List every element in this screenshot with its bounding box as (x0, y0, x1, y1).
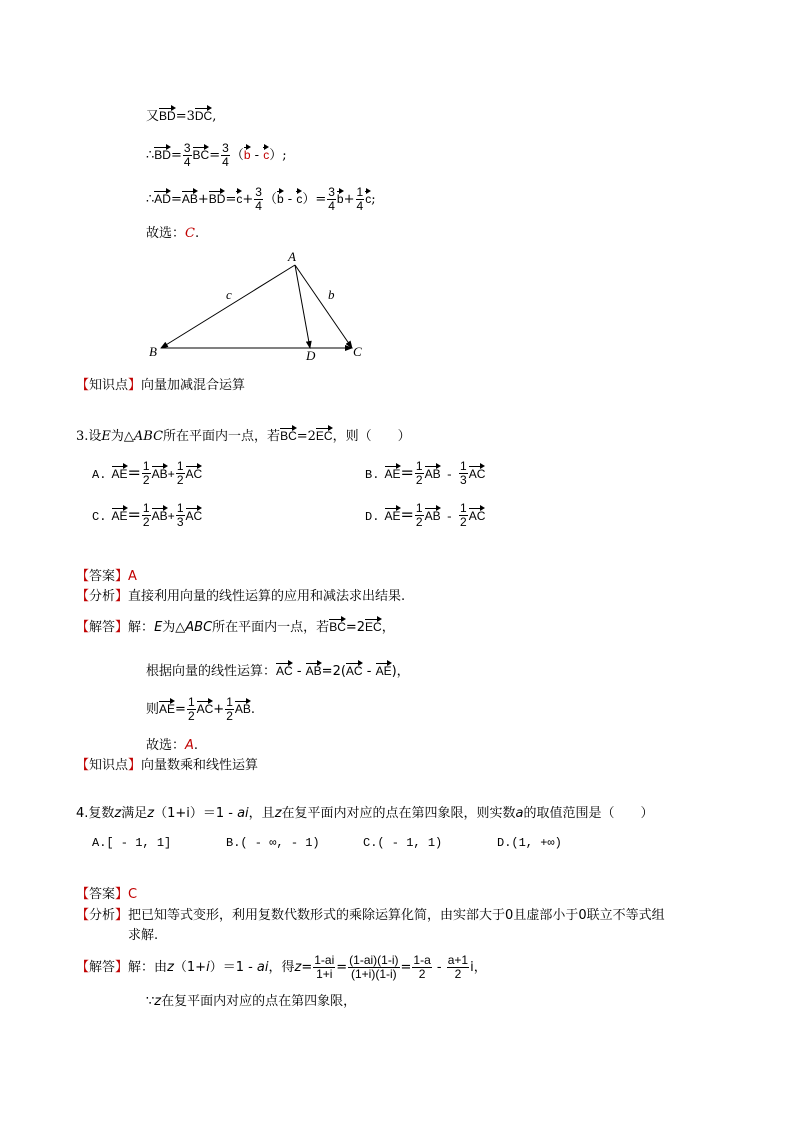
q3-option-c: C. AE= $\frac{1}{2}$ AB+ $\frac{1}{3}$ AC (92, 501, 203, 529)
edge-AC (295, 265, 352, 348)
q4-option-c: C.( - 1, 1) (363, 836, 443, 850)
label-D: D (306, 348, 316, 363)
q3-option-d: D. AE= $\frac{1}{2}$ AB - $\frac{1}{2}$ AC (365, 501, 486, 529)
q4-stem: 4.复数z满足z（1+i）＝1 - ai，且z在复平面内对应的点在第四象限，则实数a的取值范围是（ ） (76, 806, 654, 821)
q4-option-b: B.( - ∞, - 1) (226, 836, 320, 850)
q4-analysis-line-2: 求解. (128, 928, 159, 943)
q4-option-a: A.[ - 1, 1] (92, 836, 172, 850)
q3-solution-line-1: 【解答】解：E为△ABC所在平面内一点，若BC=2EC， (76, 616, 395, 635)
q4-option-d: D.(1, +∞) (497, 836, 562, 850)
label-b: b (328, 287, 335, 302)
q4-solution-line-2: ∵z在复平面内对应的点在第四象限， (146, 994, 357, 1009)
triangle-figure (140, 246, 380, 368)
knowledge-point-1: 【知识点】向量加减混合运算 (76, 378, 246, 393)
edge-AD (295, 265, 310, 348)
label-c: c (226, 287, 232, 302)
label-A: A (288, 249, 296, 264)
q4-solution-line-1: 【解答】解：由z（1+i）＝1 - ai，得z= $\frac{1-ai}{1+i}$ = $\frac{(1-ai)(1-i)}{(1+i)(1-i)}$ = $\frac{1-a}{2}$ - $\frac{a+1}{2}$ i， (76, 953, 487, 981)
q3-analysis: 【分析】直接利用向量的线性运算的应用和减法求出结果. (76, 589, 406, 604)
q3-choose: 故选：A. (146, 738, 199, 753)
label-C: C (353, 344, 362, 359)
q3-stem: 3.设E为△ABC所在平面内一点，若BC=2EC，则（ ） (76, 426, 411, 445)
q4-answer: 【答案】C (76, 887, 138, 902)
q3-option-a: A. AE= $\frac{1}{2}$ AB+ $\frac{1}{2}$ AC (92, 459, 203, 487)
q3-solution-line-2: 根据向量的线性运算：AC - AB=2(AC - AE)， (146, 660, 410, 679)
q4-analysis-line-1: 【分析】把已知等式变形，利用复数代数形式的乘除运算化简，由实部大于0且虚部小于0联立不等式组 (76, 908, 665, 923)
edge-AB (161, 265, 295, 348)
q3-option-b: B. AE= $\frac{1}{2}$ AB - $\frac{1}{3}$ AC (365, 459, 486, 487)
prev-choose: 故选：C. (146, 226, 200, 241)
prev-line-3: ∴AD=AB+BD=c+ $\frac{3}{4}$ （b - c）= $\frac{3}{4}$ b+ $\frac{1}{4}$ c; (146, 185, 376, 213)
label-B: B (149, 344, 157, 359)
prev-line-2: ∴BD= $\frac{3}{4}$ BC= $\frac{3}{4}$ （b - c）; (146, 141, 287, 169)
q3-answer: 【答案】A (76, 569, 137, 584)
q3-knowledge-point: 【知识点】向量数乘和线性运算 (76, 758, 259, 773)
q3-solution-line-3: 则AE= $\frac{1}{2}$ AC+ $\frac{1}{2}$ AB. (146, 695, 256, 723)
prev-line-1: 又BD=3DC, (146, 106, 216, 125)
